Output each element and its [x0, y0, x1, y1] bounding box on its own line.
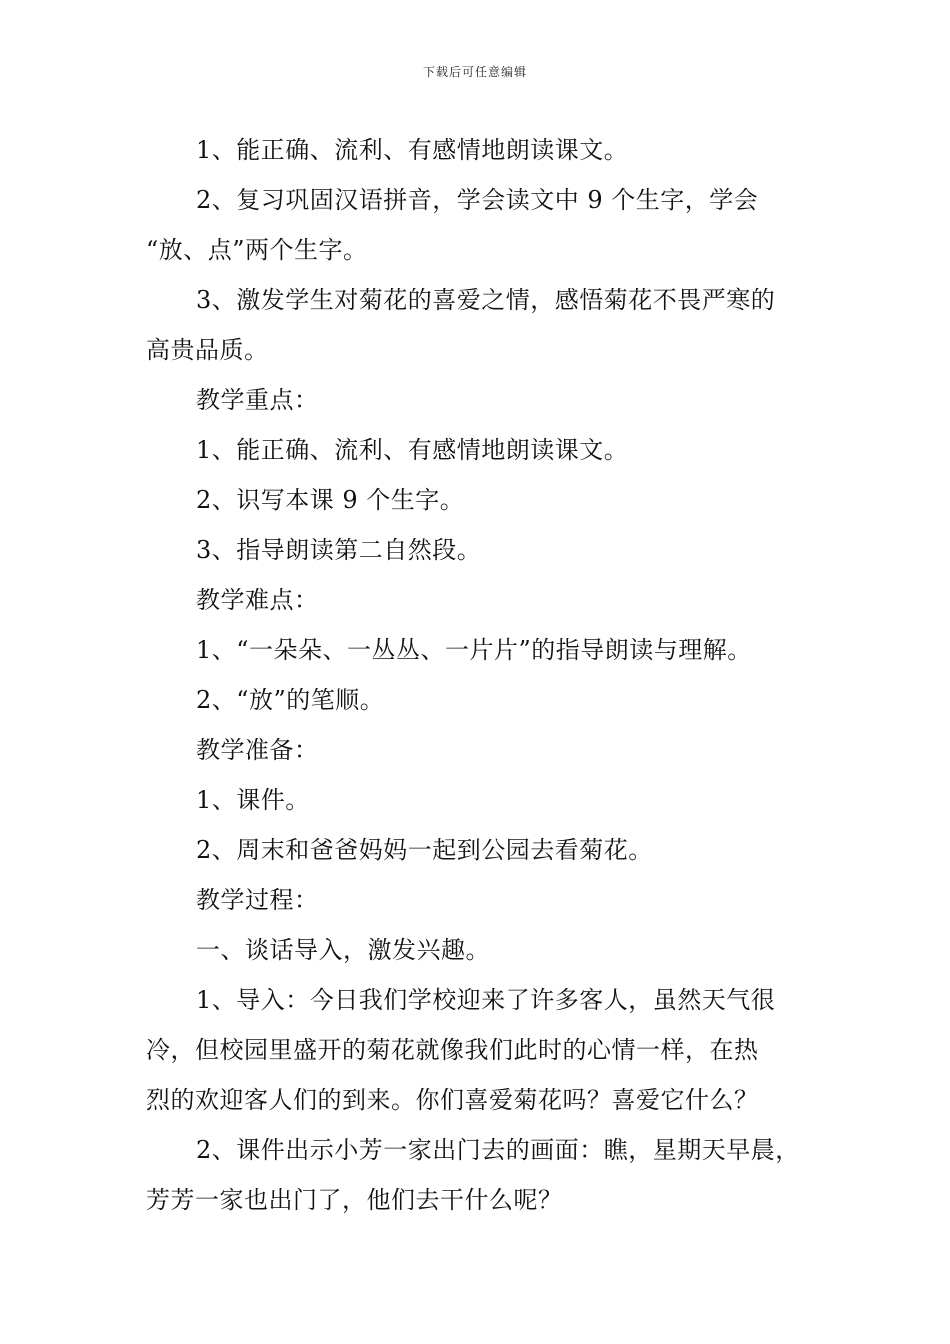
- objective-3: 3、激发学生对菊花的喜爱之情，感悟菊花不畏严寒的: [196, 286, 776, 314]
- section-heading-preparation: 教学准备：: [196, 736, 319, 764]
- process-item-2-continued: 芳芳一家也出门了，他们去干什么呢？: [146, 1186, 563, 1214]
- process-step-heading: 一、谈话导入，激发兴趣。: [196, 936, 490, 964]
- section-heading-process: 教学过程：: [196, 886, 319, 914]
- document-body: [146, 125, 826, 1225]
- objective-2-continued: “放、点”两个生字。: [146, 236, 368, 264]
- difficulty-1: 1、“一朵朵、一丛丛、一片片”的指导朗读与理解。: [196, 636, 752, 664]
- process-item-1-continued: 冷，但校园里盛开的菊花就像我们此时的心情一样，在热: [146, 1036, 759, 1064]
- key-point-1: 1、能正确、流利、有感情地朗读课文。: [196, 436, 629, 464]
- objective-2: 2、复习巩固汉语拼音，学会读文中 9 个生字，学会: [196, 186, 759, 214]
- difficulty-2: 2、“放”的笔顺。: [196, 686, 385, 714]
- process-item-1-continued-2: 烈的欢迎客人们的到来。你们喜爱菊花吗？喜爱它什么？: [146, 1086, 759, 1114]
- section-heading-key-points: 教学重点：: [196, 386, 319, 414]
- key-point-2: 2、识写本课 9 个生字。: [196, 486, 465, 514]
- preparation-1: 1、课件。: [196, 786, 310, 814]
- page-header: 下载后可任意编辑: [422, 65, 527, 79]
- objective-1: 1、能正确、流利、有感情地朗读课文。: [196, 136, 629, 164]
- preparation-2: 2、周末和爸爸妈妈一起到公园去看菊花。: [196, 836, 653, 864]
- process-item-2: 2、课件出示小芳一家出门去的画面：瞧，星期天早晨，: [196, 1136, 800, 1164]
- objective-3-continued: 高贵品质。: [146, 336, 269, 364]
- key-point-3: 3、指导朗读第二自然段。: [196, 536, 482, 564]
- section-heading-difficulties: 教学难点：: [196, 586, 319, 614]
- process-item-1: 1、导入：今日我们学校迎来了许多客人，虽然天气很: [196, 986, 776, 1014]
